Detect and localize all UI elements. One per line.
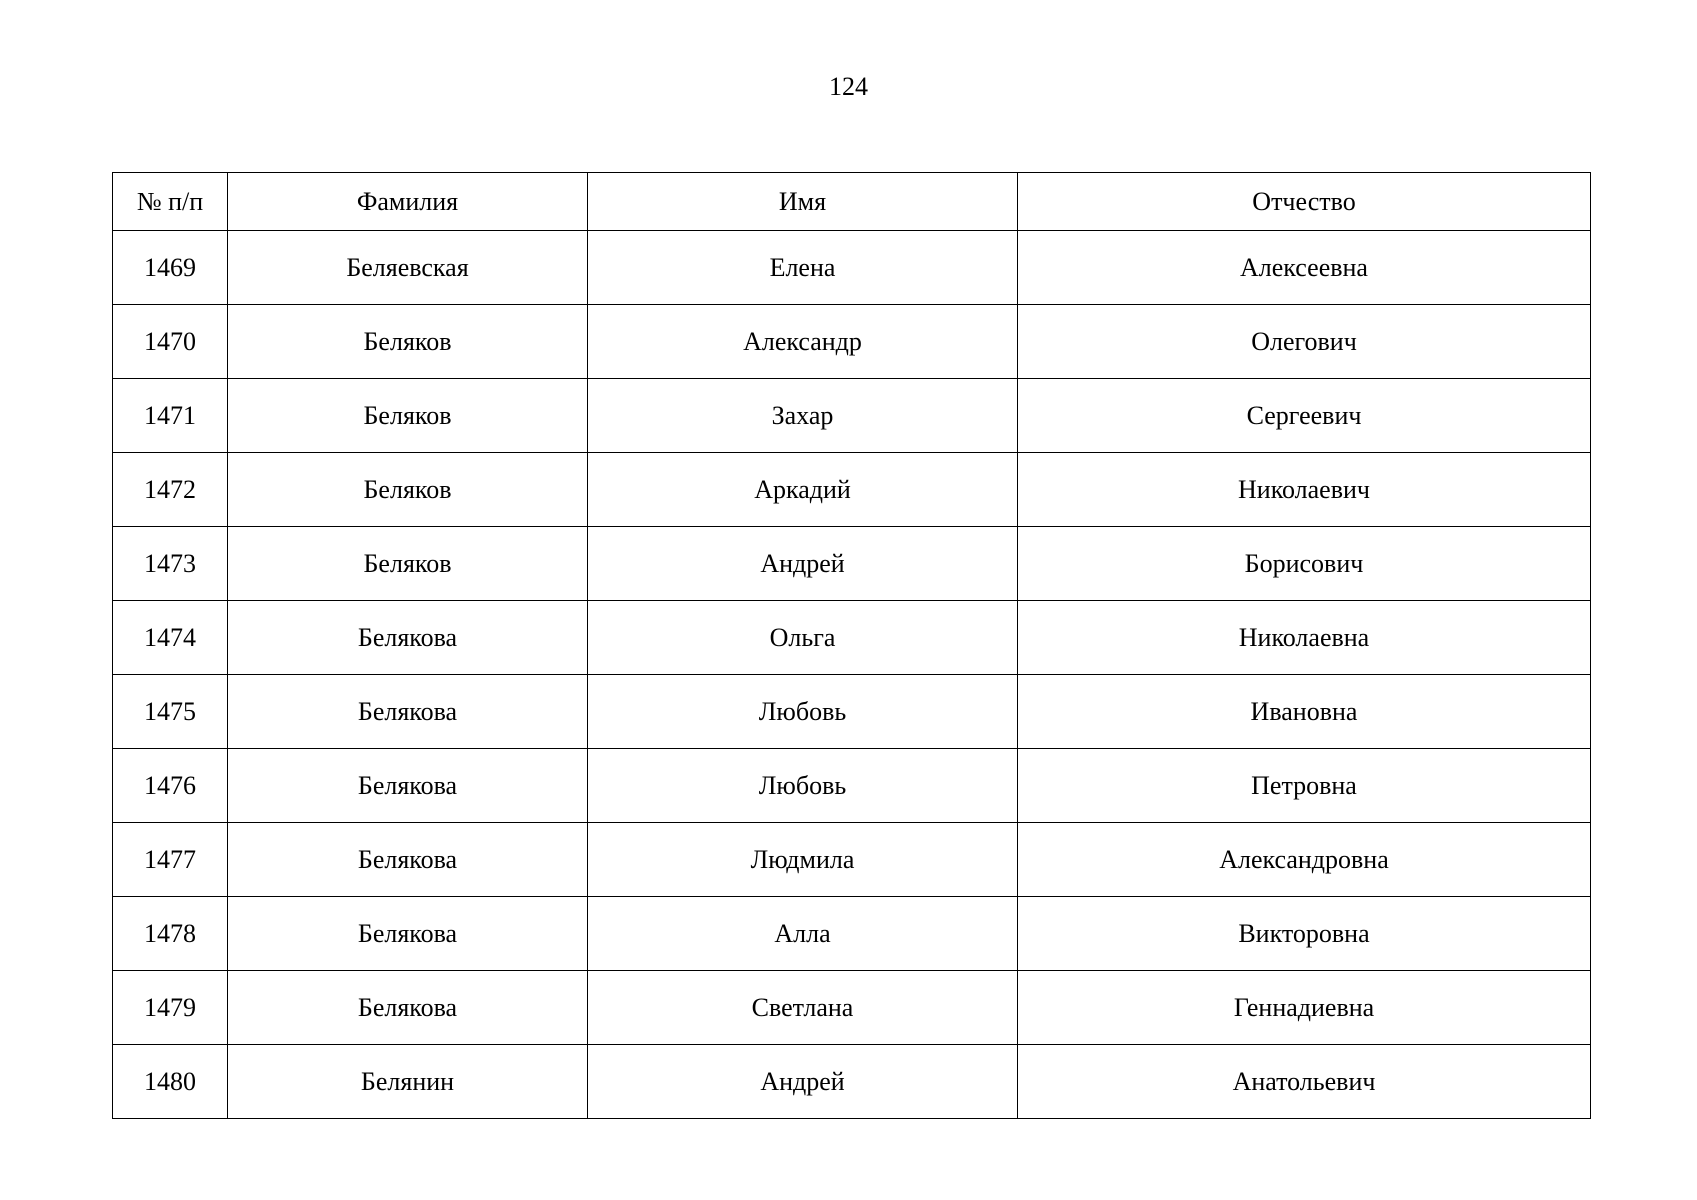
cell-first-name: Людмила	[588, 823, 1018, 897]
cell-patronymic: Сергеевич	[1018, 379, 1591, 453]
cell-first-name: Ольга	[588, 601, 1018, 675]
cell-patronymic: Олегович	[1018, 305, 1591, 379]
table-body	[113, 231, 1591, 1119]
cell-last-name: Беляков	[228, 527, 588, 601]
cell-last-name: Белякова	[228, 823, 588, 897]
cell-last-name: Белякова	[228, 675, 588, 749]
cell-num: 1477	[113, 823, 228, 897]
header-num: № п/п	[113, 173, 228, 231]
cell-first-name: Андрей	[588, 1045, 1018, 1119]
table-header-row	[113, 173, 1591, 231]
cell-patronymic: Петровна	[1018, 749, 1591, 823]
cell-last-name: Белякова	[228, 971, 588, 1045]
table-row	[113, 971, 1591, 1045]
table-row	[113, 379, 1591, 453]
cell-first-name: Елена	[588, 231, 1018, 305]
cell-num: 1470	[113, 305, 228, 379]
cell-patronymic: Ивановна	[1018, 675, 1591, 749]
cell-last-name: Белянин	[228, 1045, 588, 1119]
cell-num: 1476	[113, 749, 228, 823]
cell-last-name: Белякова	[228, 897, 588, 971]
header-patronymic: Отчество	[1018, 173, 1591, 231]
cell-num: 1471	[113, 379, 228, 453]
table-row	[113, 601, 1591, 675]
table-row	[113, 1045, 1591, 1119]
cell-first-name: Аркадий	[588, 453, 1018, 527]
cell-last-name: Беляевская	[228, 231, 588, 305]
table-row	[113, 453, 1591, 527]
header-first-name: Имя	[588, 173, 1018, 231]
cell-num: 1474	[113, 601, 228, 675]
cell-last-name: Белякова	[228, 749, 588, 823]
cell-last-name: Белякова	[228, 601, 588, 675]
cell-first-name: Андрей	[588, 527, 1018, 601]
names-table	[112, 172, 1591, 1119]
cell-patronymic: Анатольевич	[1018, 1045, 1591, 1119]
table-row	[113, 231, 1591, 305]
table-row	[113, 749, 1591, 823]
cell-num: 1473	[113, 527, 228, 601]
cell-patronymic: Геннадиевна	[1018, 971, 1591, 1045]
cell-last-name: Беляков	[228, 453, 588, 527]
cell-patronymic: Николаевич	[1018, 453, 1591, 527]
cell-patronymic: Николаевна	[1018, 601, 1591, 675]
cell-num: 1472	[113, 453, 228, 527]
table-row	[113, 305, 1591, 379]
table-row	[113, 897, 1591, 971]
table-row	[113, 527, 1591, 601]
cell-first-name: Любовь	[588, 675, 1018, 749]
cell-patronymic: Викторовна	[1018, 897, 1591, 971]
header-last-name: Фамилия	[228, 173, 588, 231]
cell-num: 1475	[113, 675, 228, 749]
cell-last-name: Беляков	[228, 305, 588, 379]
table-row	[113, 675, 1591, 749]
cell-first-name: Любовь	[588, 749, 1018, 823]
cell-patronymic: Алексеевна	[1018, 231, 1591, 305]
page-number: 124	[829, 72, 868, 101]
cell-first-name: Захар	[588, 379, 1018, 453]
cell-patronymic: Борисович	[1018, 527, 1591, 601]
cell-num: 1469	[113, 231, 228, 305]
cell-first-name: Алла	[588, 897, 1018, 971]
cell-num: 1479	[113, 971, 228, 1045]
cell-first-name: Светлана	[588, 971, 1018, 1045]
table-row	[113, 823, 1591, 897]
cell-patronymic: Александровна	[1018, 823, 1591, 897]
cell-num: 1480	[113, 1045, 228, 1119]
cell-first-name: Александр	[588, 305, 1018, 379]
cell-last-name: Беляков	[228, 379, 588, 453]
cell-num: 1478	[113, 897, 228, 971]
